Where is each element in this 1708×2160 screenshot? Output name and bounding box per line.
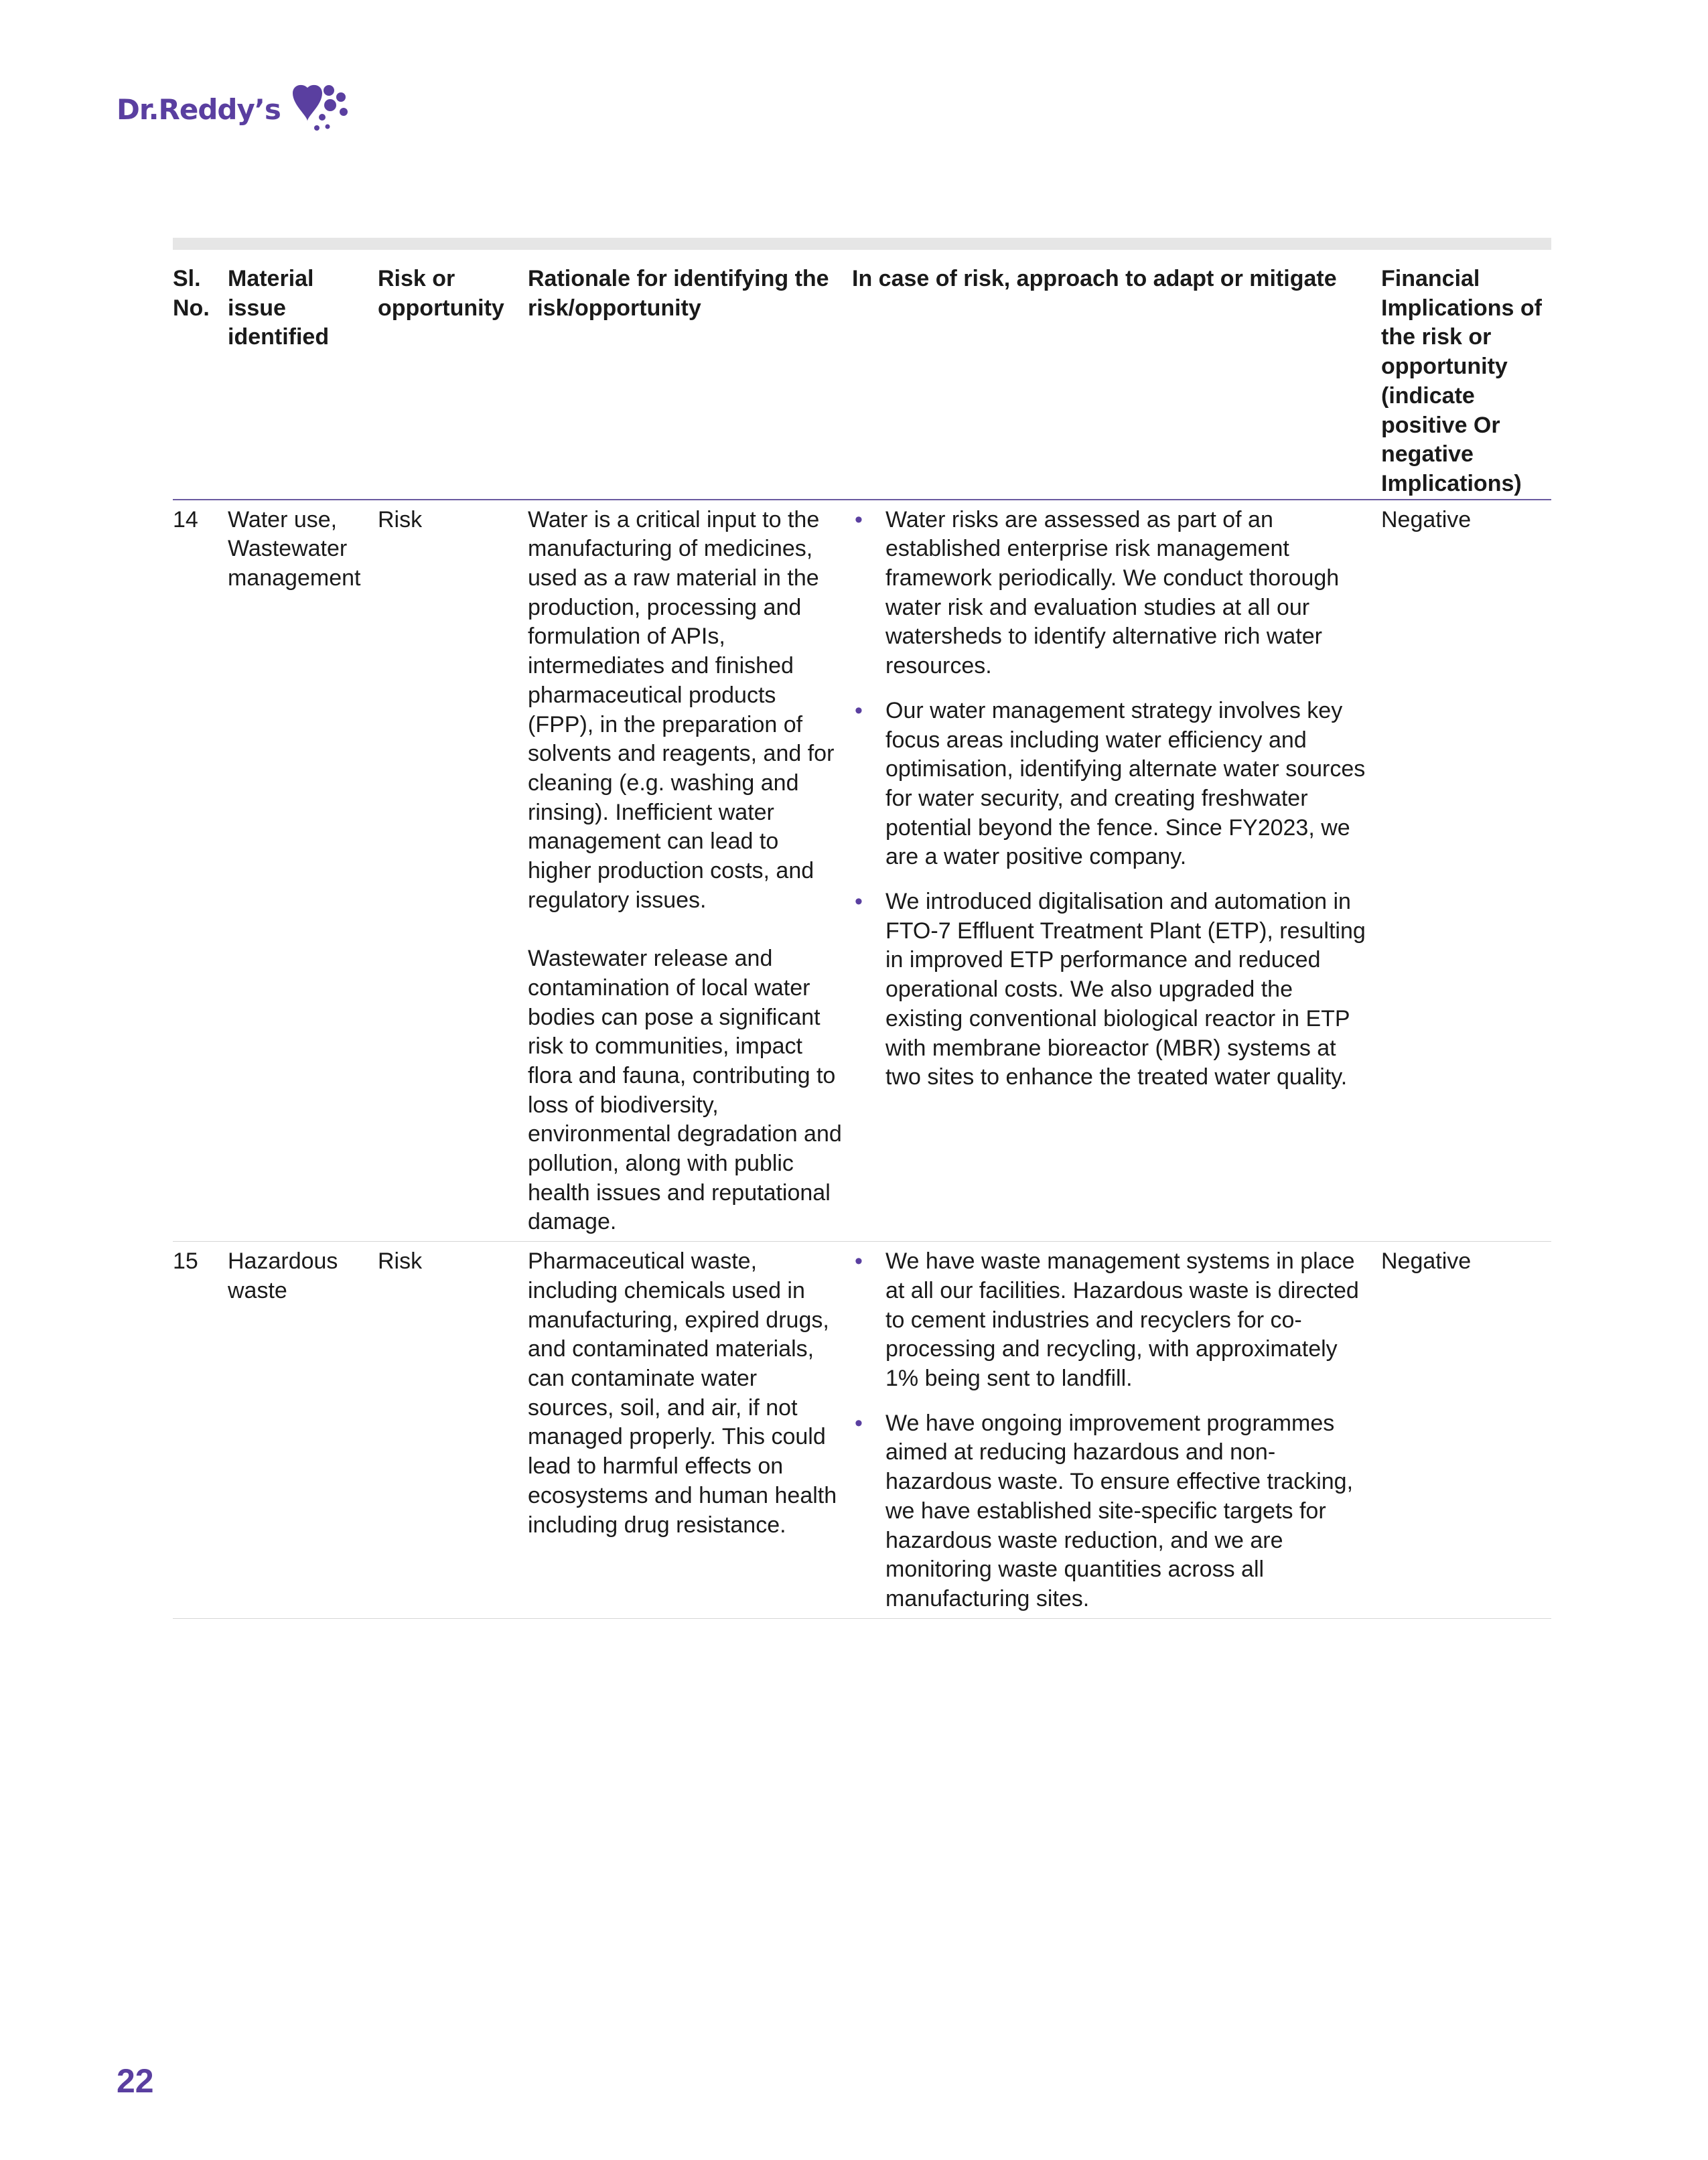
risk-table xyxy=(173,238,1551,1619)
logo-wordmark: Dr.Reddy’s xyxy=(117,92,281,126)
table-header-row xyxy=(173,250,1551,500)
header-material-issue: Material issue identified xyxy=(228,266,330,350)
table-top-bar xyxy=(173,238,1551,250)
cell-financial-implication: Negative xyxy=(1381,506,1472,532)
rationale-paragraph: Pharmaceutical waste, including chemicals used in manufacturing, expired drugs, and contaminated materials, can contaminate water sources, soil, and air, if not managed properly. This could lead to harmful effects on ecosystems and human health including drug resistance. xyxy=(528,1248,837,1538)
logo-mark-icon xyxy=(287,82,352,136)
header-rationale: Rationale for identifying the risk/opportunity xyxy=(528,266,829,321)
cell-sl-no: 15 xyxy=(173,1248,198,1275)
rationale-paragraph: Water is a critical input to the manufacturing of medicines, used as a raw material in the production, processing and formulation of APIs, intermediates and finished pharmaceutical products (FPP), in the preparation of solvents and reagents, and for cleaning (e.g. washing and rinsing). Inefficient water management can lead to higher production costs, and regulatory issues. xyxy=(528,506,835,913)
cell-financial-implication: Negative xyxy=(1381,1248,1472,1275)
table-row xyxy=(173,500,1551,1242)
cell-risk-type: Risk xyxy=(378,1248,423,1275)
header-risk-or-opportunity: Risk or opportunity xyxy=(378,266,504,321)
approach-item: • Our water management strategy involves key focus areas including water efficiency and optimisation, identifying alternate water sources for water security, and creating freshwater potential beyond the fence. Since FY2023, we are a water positive company. xyxy=(852,697,1376,872)
company-logo xyxy=(117,79,352,139)
page-number: 22 xyxy=(117,2062,154,2100)
cell-material-issue: Water use, Wastewater management xyxy=(228,506,361,591)
header-sl-no: Sl. No. xyxy=(173,266,210,321)
rationale-paragraph: Wastewater release and contamination of local water bodies can pose a significant risk to communities, impact flora and fauna, contributing to loss of biodiversity, environmental degradation and pollution, along with public health issues and reputational damage. xyxy=(528,946,842,1235)
cell-rationale xyxy=(528,500,852,1242)
cell-material-issue: Hazardous waste xyxy=(228,1248,338,1303)
approach-list xyxy=(852,1247,1376,1613)
cell-risk-type: Risk xyxy=(378,506,423,532)
cell-approach xyxy=(852,500,1381,1242)
approach-item: • Water risks are assessed as part of an established enterprise risk management framework periodically. We conduct thorough water risk and evaluation studies at all our watersheds to identify alternative rich water resources. xyxy=(852,506,1376,681)
cell-sl-no: 14 xyxy=(173,506,198,532)
header-financial-implications: Financial Implications of the risk or opportunity (indicate positive Or negative Implications) xyxy=(1381,266,1542,496)
table-row xyxy=(173,1242,1551,1618)
approach-item: • We have waste management systems in place at all our facilities. Hazardous waste is directed to cement industries and recyclers for co-processing and recycling, with approximately 1% being sent to landfill. xyxy=(852,1247,1376,1394)
approach-list xyxy=(852,506,1376,1092)
cell-rationale xyxy=(528,1242,852,1617)
approach-item: • We introduced digitalisation and automation in FTO-7 Effluent Treatment Plant (ETP), resulting in improved ETP performance and reduced operational costs. We also upgraded the existing conventional biological reactor in ETP with membrane bioreactor (MBR) systems at two sites to enhance the treated water quality. xyxy=(852,887,1376,1092)
approach-item: • We have ongoing improvement programmes aimed at reducing hazardous and non-hazardous waste. To ensure effective tracking, we have established site-specific targets for hazardous waste reduction, and we are monitoring waste quantities across all manufacturing sites. xyxy=(852,1409,1376,1614)
cell-approach xyxy=(852,1242,1381,1617)
header-approach: In case of risk, approach to adapt or mitigate xyxy=(852,266,1337,291)
